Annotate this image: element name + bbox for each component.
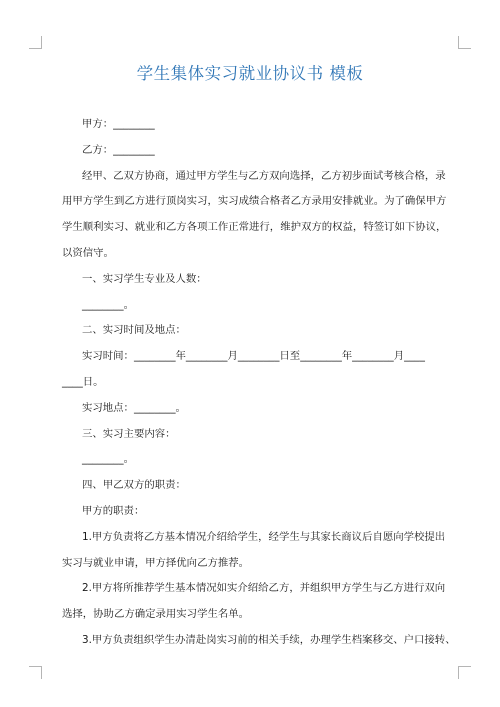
preamble-line-4: 以资信守。 — [62, 246, 114, 259]
internship-time-line-1: 实习时间：________年________月________日至________年________月____ — [82, 350, 425, 363]
page-corner-mark-top-right — [458, 36, 471, 49]
section-4-heading: 四、甲乙双方的职责： — [82, 479, 186, 492]
duty-1-line-2: 实习与就业申请，甲方择优向乙方推荐。 — [62, 556, 250, 569]
internship-time-line-2: ____日。 — [62, 375, 104, 388]
internship-location-line: 实习地点：________。 — [82, 401, 186, 414]
document-body — [62, 112, 456, 654]
party-a-duties-heading: 甲方的职责： — [82, 504, 145, 517]
duty-3-line-1: 3.甲方负责组织学生办清赴岗实习前的相关手续，办理学生档案移交、户口接转、 — [82, 633, 456, 646]
section-3-heading: 三、实习主要内容： — [82, 427, 176, 440]
page-corner-mark-bottom-left — [29, 666, 42, 679]
preamble-line-2: 用甲方学生到乙方进行顶岗实习，实习成绩合格者乙方录用安排就业。为了确保甲方 — [62, 195, 447, 208]
duty-1-line-1: 1.甲方负责将乙方基本情况介绍给学生，经学生与其家长商议后自愿向学校提出 — [82, 530, 446, 543]
duty-2-line-1: 2.甲方将所推荐学生基本情况如实介绍给乙方，并组织甲方学生与乙方进行双向 — [82, 582, 446, 595]
section-1-blank: ________。 — [82, 298, 134, 311]
preamble-line-1: 经甲、乙双方协商，通过甲方学生与乙方双向选择，乙方初步面试考核合格，录 — [82, 169, 446, 182]
party-b-line: 乙方：________ — [82, 143, 155, 156]
party-a-line: 甲方：________ — [82, 118, 155, 130]
document-title: 学生集体实习就业协议书 模板 — [136, 64, 364, 83]
section-3-blank: ________。 — [82, 453, 134, 466]
section-2-heading: 二、实习时间及地点： — [82, 324, 186, 337]
duty-2-line-2: 选择，协助乙方确定录用实习学生名单。 — [62, 608, 250, 621]
preamble-line-3: 学生顺利实习、就业和乙方各项工作正常进行，维护双方的权益，特签订如下协议， — [62, 221, 447, 234]
page-corner-mark-bottom-right — [458, 666, 471, 679]
section-1-heading: 一、实习学生专业及人数： — [82, 272, 207, 285]
page-corner-mark-top-left — [29, 36, 42, 49]
